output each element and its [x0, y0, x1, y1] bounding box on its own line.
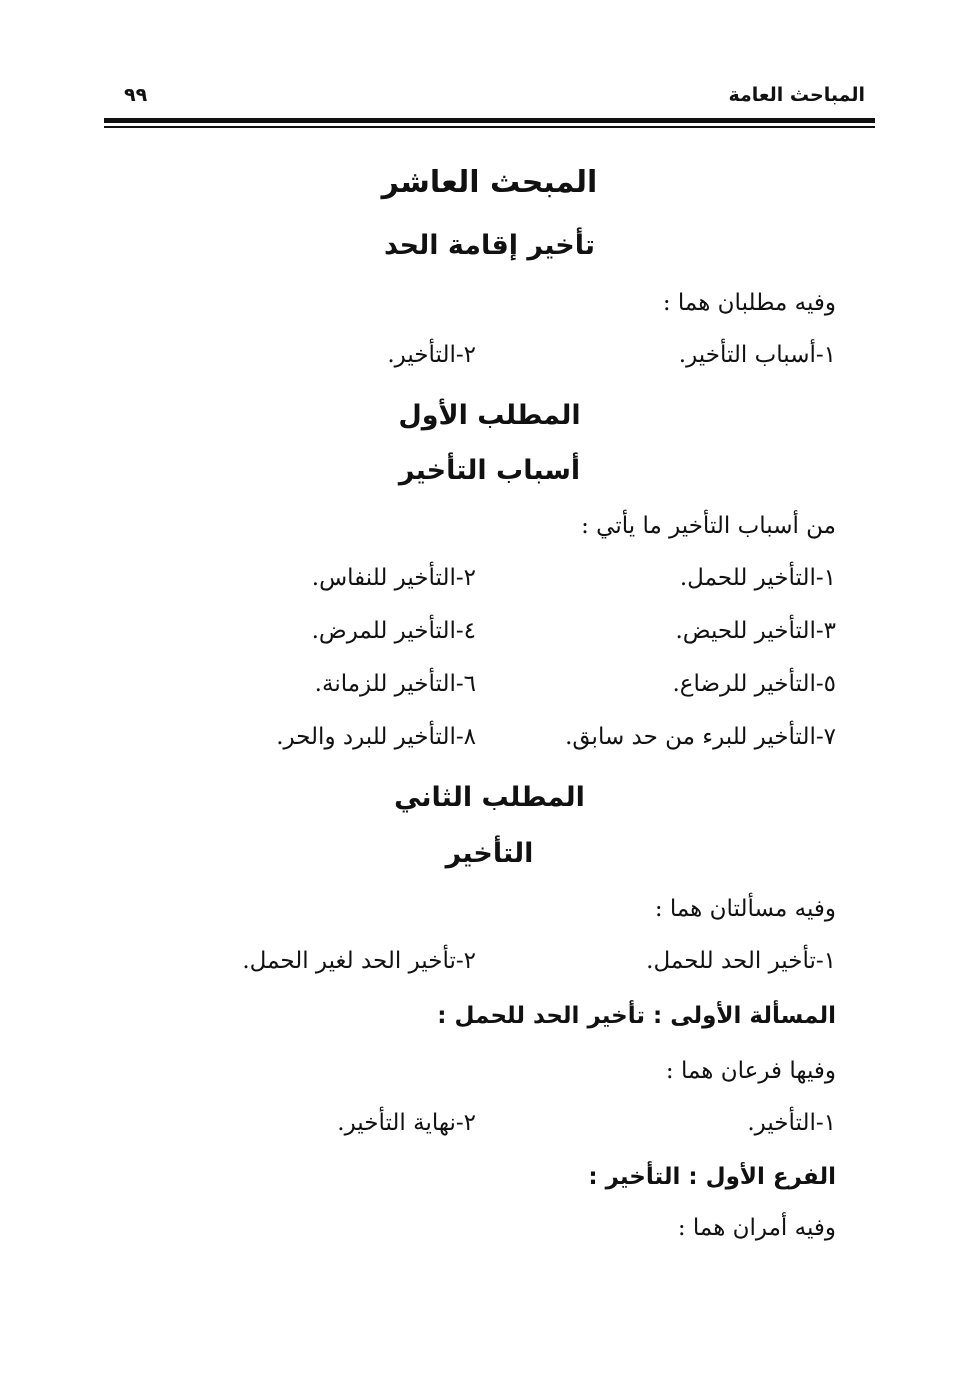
part2-intro: وفيه مسألتان هما : [654, 896, 836, 922]
part1-subtitle: أسباب التأخير [398, 455, 581, 486]
issue1-title: المسألة الأولى : تأخير الحد للحمل : [437, 1003, 836, 1029]
list-item: ٥-التأخير للرضاع. [672, 671, 836, 697]
list-item: ١-أسباب التأخير. [678, 342, 836, 368]
running-title: المباحث العامة [728, 84, 865, 106]
list-item: ٣-التأخير للحيض. [675, 618, 836, 644]
list-item: ٨-التأخير للبرد والحر. [276, 724, 476, 750]
list-item: ٢-التأخير للنفاس. [311, 565, 476, 591]
section-subtitle: تأخير إقامة الحد [384, 230, 595, 261]
page-header [104, 84, 875, 114]
header-rule-thin [104, 126, 875, 128]
branch1-title: الفرع الأول : التأخير : [588, 1164, 836, 1190]
list-item: ٧-التأخير للبرء من حد سابق. [565, 724, 836, 750]
part2-title: المطلب الثاني [394, 782, 585, 813]
part2-subtitle: التأخير [445, 838, 534, 869]
list-item: ٢-التأخير. [387, 342, 476, 368]
issue1-intro: وفيها فرعان هما : [665, 1058, 836, 1084]
section-intro: وفيه مطلبان هما : [662, 290, 836, 316]
list-item: ١-التأخير. [747, 1110, 836, 1136]
list-item: ١-التأخير للحمل. [679, 565, 836, 591]
part1-title: المطلب الأول [398, 400, 581, 431]
page-number: ٩٩ [124, 84, 148, 106]
list-item: ٢-تأخير الحد لغير الحمل. [242, 948, 476, 974]
part1-intro: من أسباب التأخير ما يأتي : [581, 513, 836, 539]
list-item: ١-تأخير الحد للحمل. [646, 948, 836, 974]
branch1-intro: وفيه أمران هما : [677, 1215, 836, 1241]
list-item: ٢-نهاية التأخير. [337, 1110, 476, 1136]
list-item: ٦-التأخير للزمانة. [314, 671, 476, 697]
list-item: ٤-التأخير للمرض. [311, 618, 476, 644]
header-rule-thick [104, 118, 875, 123]
section-title: المبحث العاشر [381, 165, 598, 200]
